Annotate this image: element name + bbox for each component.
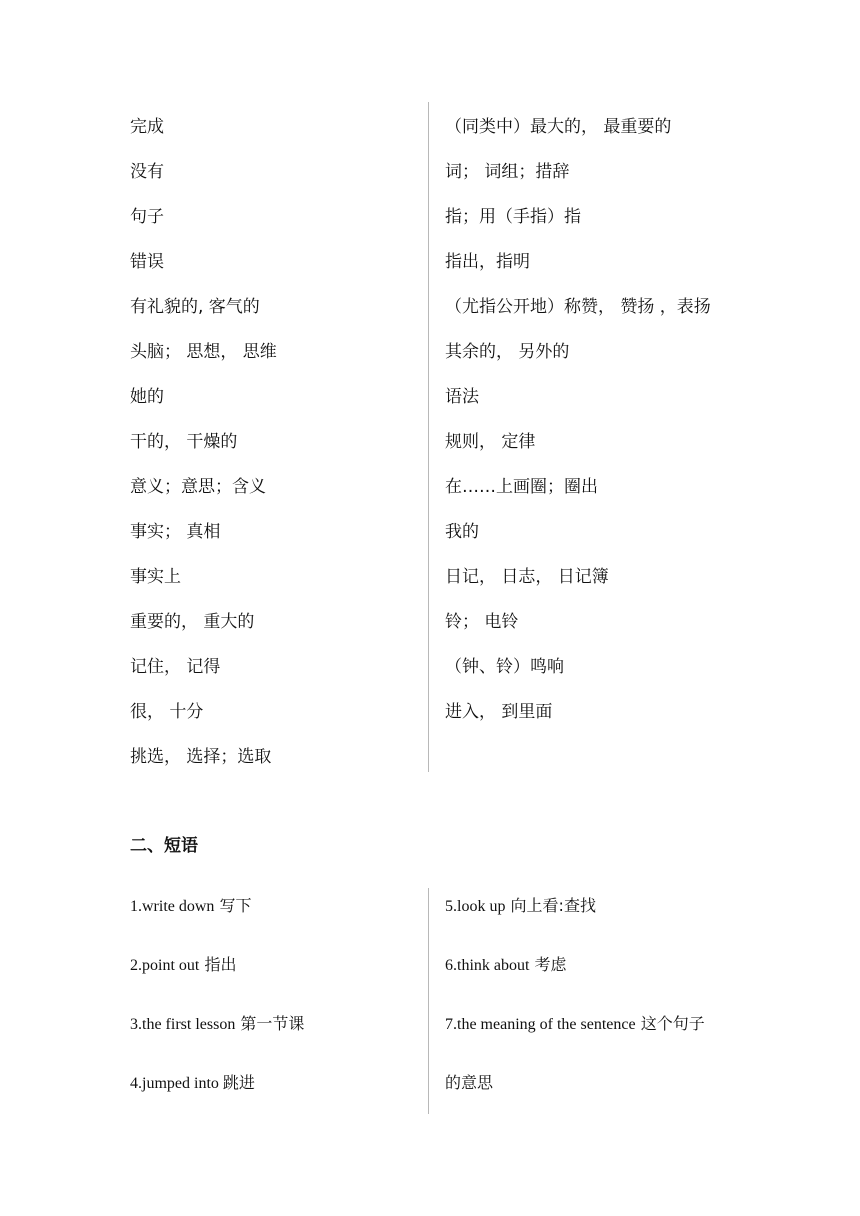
phrase-chinese: 这个句子 (640, 1014, 705, 1033)
vocab-item: 在……上画圈；圈出 (445, 477, 598, 497)
vocab-item: 干的， 干燥的 (130, 432, 238, 452)
vocab-item: 完成 (130, 117, 164, 137)
vocab-item: 日记， 日志， 日记簿 (445, 567, 609, 587)
phrase-chinese: 第一节课 (240, 1014, 305, 1033)
phrase-item (445, 895, 596, 918)
phrase-item (445, 1072, 493, 1095)
phrase-item (445, 954, 567, 977)
phrase-english: 3.the first lesson (130, 1016, 236, 1033)
phrase-english: 2.point out (130, 957, 200, 974)
phrase-item (130, 1072, 255, 1095)
section-title: 二、短语 (130, 836, 198, 856)
phrase-item (445, 1013, 705, 1036)
vocab-item: 事实上 (130, 567, 181, 587)
vocab-item: 挑选， 选择；选取 (130, 747, 272, 767)
vocab-item: （同类中）最大的， 最重要的 (445, 117, 672, 137)
vocab-item: 指出，指明 (445, 252, 530, 272)
phrase-chinese: 向上看:查找 (510, 896, 596, 915)
phrase-chinese: 写下 (219, 896, 252, 915)
vocab-item: 进入， 到里面 (445, 702, 553, 722)
phrase-english: 7.the meaning of the sentence (445, 1016, 636, 1033)
vocab-item: 指；用（手指）指 (445, 207, 581, 227)
phrase-item (130, 954, 236, 977)
vocab-item: 词； 词组；措辞 (445, 162, 570, 182)
phrase-english: 5.look up (445, 898, 506, 915)
vocab-item: 错误 (130, 252, 164, 272)
vocab-item: 记住， 记得 (130, 657, 221, 677)
vocab-item: 铃； 电铃 (445, 612, 519, 632)
phrase-item (130, 1013, 304, 1036)
vocab-item: 意义；意思；含义 (130, 477, 266, 497)
phrase-chinese: 指出 (204, 955, 237, 974)
vocab-item: 其余的， 另外的 (445, 342, 570, 362)
vocab-item: 语法 (445, 387, 479, 407)
vocab-item: （尤指公开地）称赞， 赞扬 ，表扬 (445, 297, 711, 317)
vocab-item: 没有 (130, 162, 164, 182)
phrase-english: 6.think about (445, 957, 530, 974)
vocab-item: 她的 (130, 387, 164, 407)
phrase-item (130, 895, 252, 918)
vocab-item: 句子 (130, 207, 164, 227)
vocab-item: 有礼貌的, 客气的 (130, 297, 260, 317)
vocab-item: 规则， 定律 (445, 432, 536, 452)
phrase-chinese: 考虑 (534, 955, 567, 974)
vocab-item: 事实； 真相 (130, 522, 221, 542)
vocab-divider (428, 102, 429, 772)
vocab-item: （钟、铃）鸣响 (445, 657, 564, 677)
phrase-divider (428, 888, 429, 1114)
phrase-english: 4.jumped into (130, 1075, 223, 1092)
vocab-item: 头脑； 思想， 思维 (130, 342, 277, 362)
phrase-english: 1.write down (130, 898, 215, 915)
vocab-item: 重要的， 重大的 (130, 612, 255, 632)
vocab-item: 很， 十分 (130, 702, 204, 722)
phrase-chinese: 的意思 (445, 1073, 494, 1092)
phrase-chinese: 跳进 (222, 1073, 255, 1092)
vocab-item: 我的 (445, 522, 479, 542)
